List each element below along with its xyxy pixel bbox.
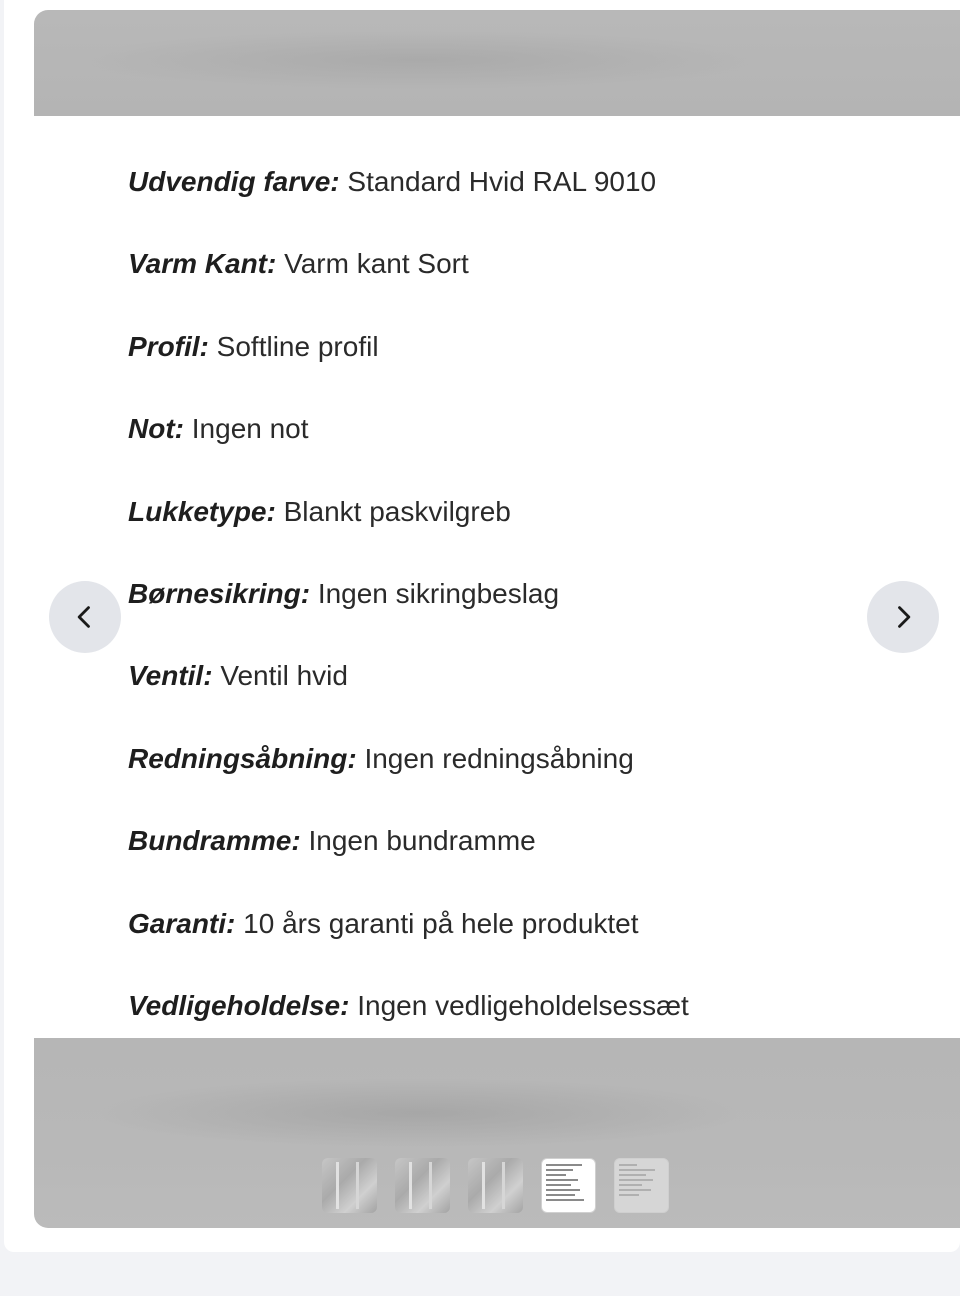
blurred-background-top (34, 10, 960, 116)
spec-value: Ingen bundramme (308, 825, 536, 857)
spec-row (128, 405, 928, 487)
spec-row (128, 900, 928, 982)
spec-label: Varm Kant: (128, 248, 285, 280)
spec-row (128, 817, 928, 899)
spec-value: 10 års garanti på hele produktet (243, 907, 639, 939)
thumbnail-photo-1[interactable] (322, 1158, 377, 1213)
spec-value: Ingen redningsåbning (364, 742, 634, 774)
spec-value: Softline profil (216, 330, 379, 362)
chevron-right-icon (889, 603, 917, 631)
spec-row (128, 158, 928, 240)
spec-label: Vedligeholdelse: (128, 989, 358, 1021)
next-image-button[interactable] (867, 581, 939, 653)
product-card (4, 0, 960, 1252)
spec-label: Garanti: (128, 907, 244, 939)
thumbnail-photo-2[interactable] (395, 1158, 450, 1213)
spec-label: Bundramme: (128, 825, 309, 857)
spec-label: Børnesikring: (128, 577, 318, 609)
spec-row (128, 735, 928, 817)
thumbnail-photo-3[interactable] (468, 1158, 523, 1213)
previous-image-button[interactable] (49, 581, 121, 653)
spec-value: Ventil hvid (220, 660, 348, 692)
thumbnail-document-active[interactable] (541, 1158, 596, 1213)
spec-label: Not: (128, 413, 192, 445)
spec-value: Standard Hvid RAL 9010 (347, 166, 657, 197)
spec-label: Lukketype: (128, 495, 284, 527)
spec-row (128, 323, 928, 405)
spec-row (128, 240, 928, 322)
spec-label: Udvendig farve: (128, 166, 348, 197)
spec-row (128, 488, 928, 570)
spec-label: Ventil: (128, 660, 221, 692)
spec-list (128, 158, 928, 1064)
spec-row (128, 570, 928, 652)
spec-label: Redningsåbning: (128, 742, 365, 774)
spec-label: Profil: (128, 330, 217, 362)
spec-value: Ingen vedligeholdelsessæt (357, 989, 689, 1021)
spec-row (128, 652, 928, 734)
thumbnail-document[interactable] (614, 1158, 669, 1213)
image-gallery (34, 10, 960, 1228)
thumbnail-strip (322, 1158, 669, 1213)
spec-value: Varm kant Sort (284, 248, 469, 280)
spec-value: Ingen sikringbeslag (317, 577, 560, 609)
spec-value: Blankt paskvilgreb (283, 495, 511, 527)
spec-value: Ingen not (191, 413, 309, 445)
chevron-left-icon (71, 603, 99, 631)
